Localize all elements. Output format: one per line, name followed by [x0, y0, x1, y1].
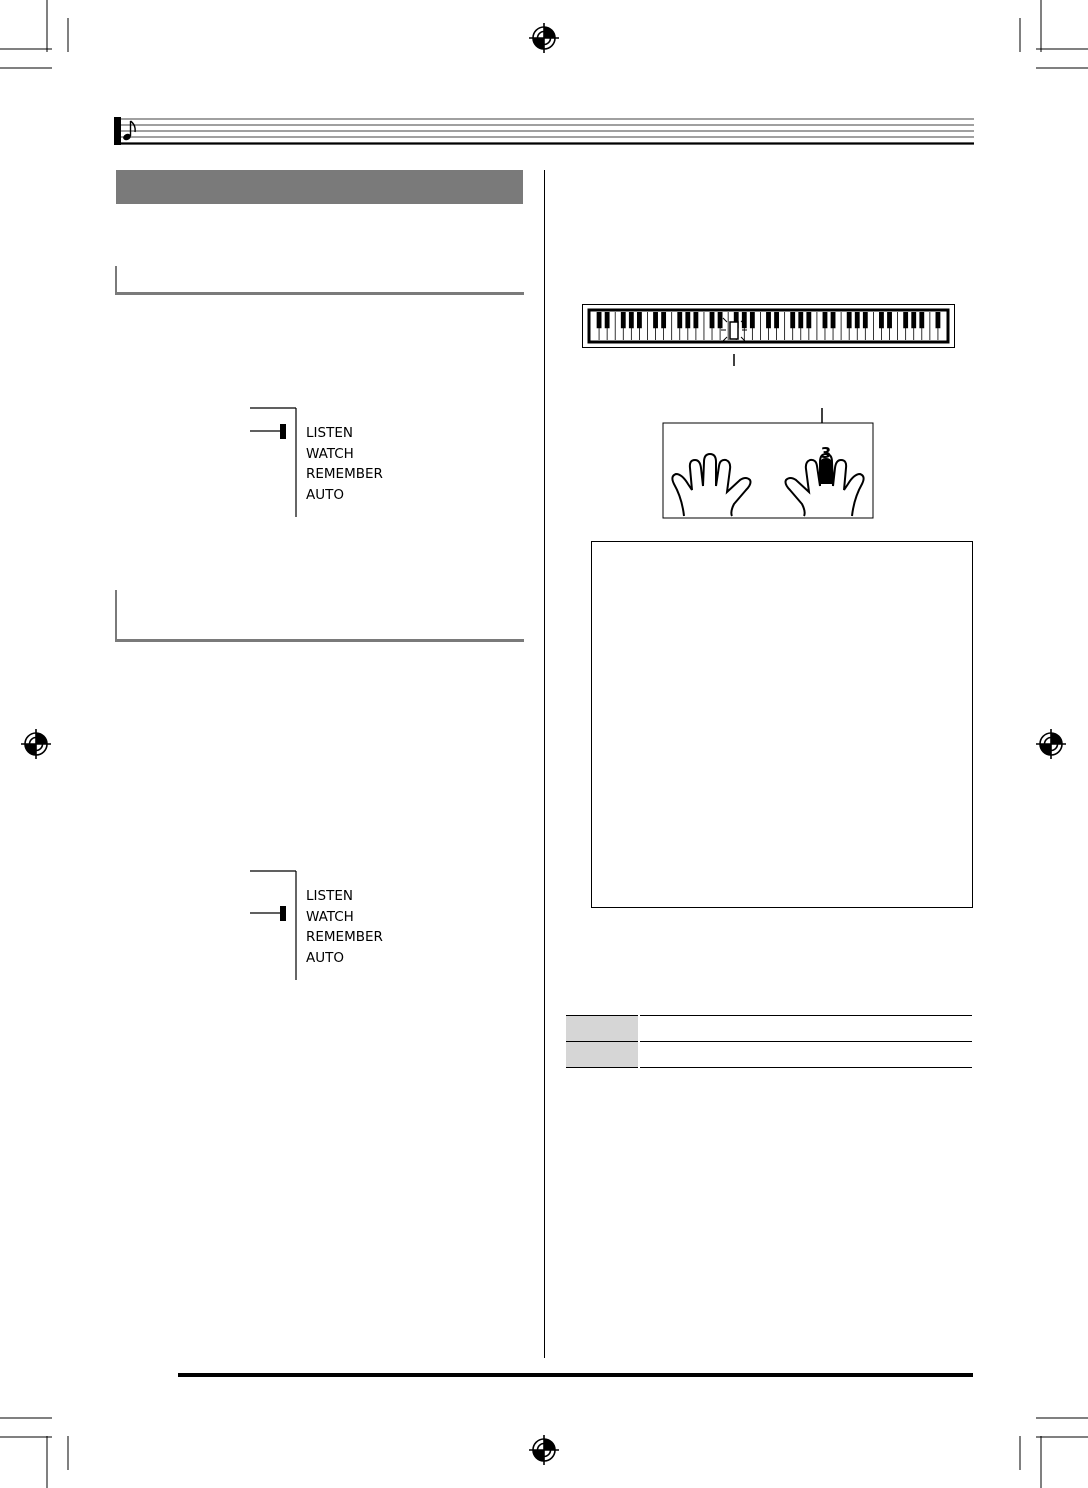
table-row	[566, 1042, 972, 1068]
column-divider	[544, 170, 545, 1358]
black-key	[685, 312, 690, 328]
subsection-heading-2	[115, 590, 524, 642]
table-row	[566, 1016, 972, 1042]
black-key	[831, 312, 836, 328]
black-key	[621, 312, 626, 328]
black-key	[911, 312, 916, 328]
mode-remember: REMEMBER	[306, 929, 383, 946]
black-key	[823, 312, 828, 328]
black-key	[790, 312, 795, 328]
black-key	[750, 312, 755, 328]
fingering-display	[662, 408, 874, 520]
lesson-mode-list-2	[306, 886, 383, 968]
settings-table	[566, 1015, 972, 1068]
black-key	[677, 312, 682, 328]
mode-listen: LISTEN	[306, 888, 353, 904]
mode-auto: AUTO	[306, 486, 344, 503]
mode-watch: WATCH	[306, 908, 354, 925]
black-key	[661, 312, 666, 328]
black-key	[936, 312, 941, 328]
finger-number: 3	[820, 444, 832, 462]
black-key	[653, 312, 658, 328]
mode-listen: LISTEN	[306, 425, 353, 441]
black-key	[597, 312, 602, 328]
black-key	[710, 312, 715, 328]
black-key	[863, 312, 868, 328]
mode-watch: WATCH	[306, 445, 354, 462]
black-key	[718, 312, 723, 328]
lcd-indicator-1	[248, 407, 300, 519]
black-key	[879, 312, 884, 328]
black-key	[629, 312, 634, 328]
black-key	[766, 312, 771, 328]
black-key	[887, 312, 892, 328]
keyboard-display	[582, 304, 956, 370]
mode-remember: REMEMBER	[306, 466, 383, 483]
indicator-pointer-icon	[280, 424, 286, 439]
mode-auto: AUTO	[306, 949, 344, 966]
black-key	[919, 312, 924, 328]
black-key	[847, 312, 852, 328]
black-key	[605, 312, 610, 328]
note-box	[591, 541, 973, 908]
black-key	[637, 312, 642, 328]
black-key	[855, 312, 860, 328]
subsection-heading-1	[115, 266, 524, 295]
black-key	[806, 312, 811, 328]
black-key	[798, 312, 803, 328]
section-heading-bar	[116, 170, 523, 204]
lcd-indicator-2	[248, 870, 300, 982]
footer-rule	[178, 1373, 973, 1377]
lesson-mode-list-1	[306, 423, 383, 505]
black-key	[903, 312, 908, 328]
indicator-pointer-icon	[280, 906, 286, 921]
black-key	[774, 312, 779, 328]
header-staff	[114, 115, 976, 147]
black-key	[693, 312, 698, 328]
